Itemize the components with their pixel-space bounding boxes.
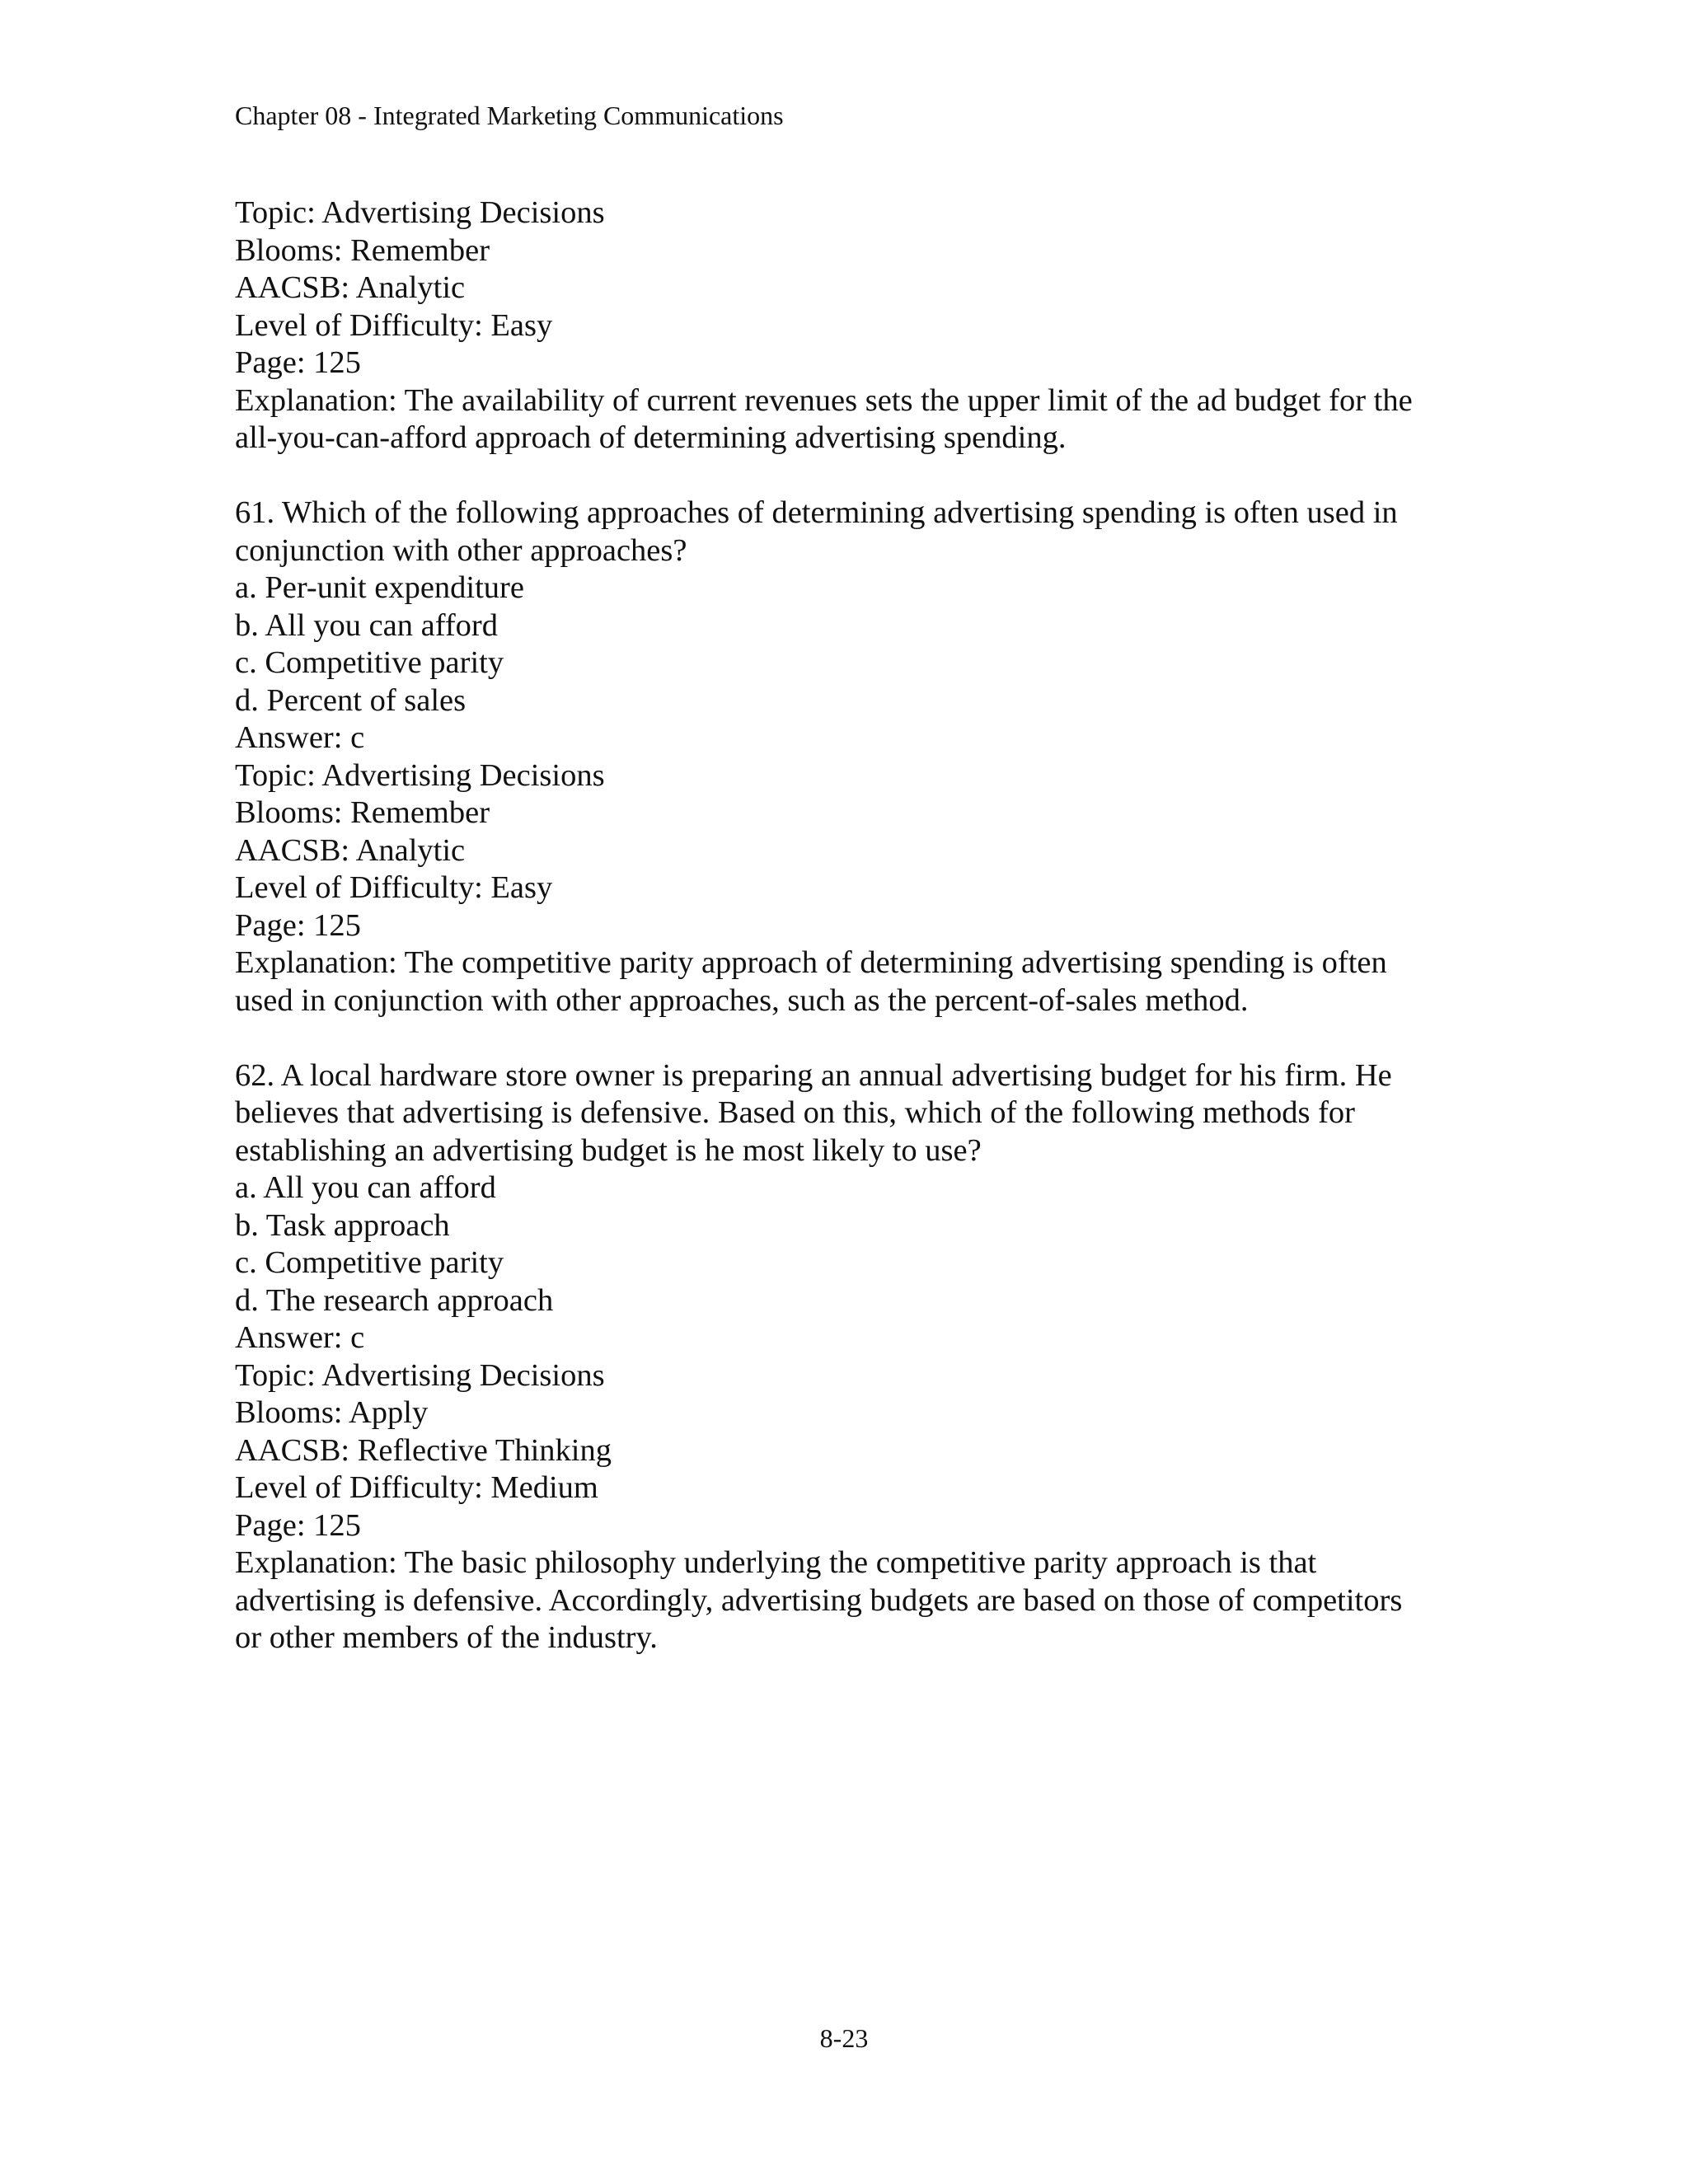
question-61 [235, 494, 1455, 1019]
question-62-explanation-line: advertising is defensive. Accordingly, advertising budgets are based on those of competitors [235, 1582, 1403, 1618]
page-number: 8-23 [819, 2023, 869, 2053]
question-60-blooms: Blooms: Remember [235, 232, 490, 268]
question-61-explanation-line: Explanation: The competitive parity approach of determining advertising spending is often [235, 945, 1387, 980]
question-61-aacsb: AACSB: Analytic [235, 832, 466, 868]
question-60-page: Page: 125 [235, 345, 361, 380]
question-62-stem-line: 62. A local hardware store owner is preparing an annual advertising budget for his firm. He [235, 1057, 1392, 1093]
question-62-explanation-line: or other members of the industry. [235, 1620, 658, 1655]
question-60-difficulty: Level of Difficulty: Easy [235, 307, 553, 343]
question-61-topic: Topic: Advertising Decisions [235, 757, 605, 793]
question-61-stem-line: 61. Which of the following approaches of determining advertising spending is often used in [235, 495, 1398, 530]
question-62-option-b: b. Task approach [235, 1207, 450, 1243]
question-61-blooms: Blooms: Remember [235, 795, 490, 830]
question-61-explanation-line: used in conjunction with other approaches, such as the percent-of-sales method. [235, 982, 1249, 1018]
question-60-tail [235, 194, 1455, 457]
question-62 [235, 1057, 1455, 1657]
question-62-stem-line: establishing an advertising budget is he most likely to use? [235, 1132, 982, 1168]
paragraph-gap [235, 1019, 1455, 1057]
question-61-option-c: c. Competitive parity [235, 645, 504, 680]
question-62-stem-line: believes that advertising is defensive. Based on this, which of the following methods for [235, 1095, 1355, 1130]
question-61-answer: Answer: c [235, 720, 365, 755]
question-60-explanation-line: all-you-can-afford approach of determining advertising spending. [235, 420, 1067, 455]
question-62-page: Page: 125 [235, 1507, 361, 1543]
question-62-difficulty: Level of Difficulty: Medium [235, 1470, 598, 1505]
question-62-option-a: a. All you can afford [235, 1170, 496, 1205]
question-61-stem-line: conjunction with other approaches? [235, 532, 687, 568]
question-61-option-d: d. Percent of sales [235, 682, 467, 718]
question-60-aacsb: AACSB: Analytic [235, 270, 466, 305]
document-body [235, 194, 1455, 1657]
question-62-topic: Topic: Advertising Decisions [235, 1357, 605, 1393]
question-61-page: Page: 125 [235, 907, 361, 943]
question-62-aacsb: AACSB: Reflective Thinking [235, 1432, 612, 1468]
chapter-header: Chapter 08 - Integrated Marketing Communications [235, 101, 784, 130]
question-62-answer: Answer: c [235, 1320, 365, 1355]
question-62-blooms: Blooms: Apply [235, 1395, 429, 1430]
question-62-explanation-line: Explanation: The basic philosophy underlying the competitive parity approach is that [235, 1545, 1317, 1580]
question-60-topic: Topic: Advertising Decisions [235, 195, 605, 230]
question-61-option-a: a. Per-unit expenditure [235, 570, 524, 605]
paragraph-gap [235, 457, 1455, 495]
question-62-option-c: c. Competitive parity [235, 1245, 504, 1280]
question-61-option-b: b. All you can afford [235, 607, 498, 643]
question-61-difficulty: Level of Difficulty: Easy [235, 870, 553, 905]
question-62-option-d: d. The research approach [235, 1282, 554, 1318]
question-60-explanation-line: Explanation: The availability of current revenues sets the upper limit of the ad budget for the [235, 382, 1413, 418]
